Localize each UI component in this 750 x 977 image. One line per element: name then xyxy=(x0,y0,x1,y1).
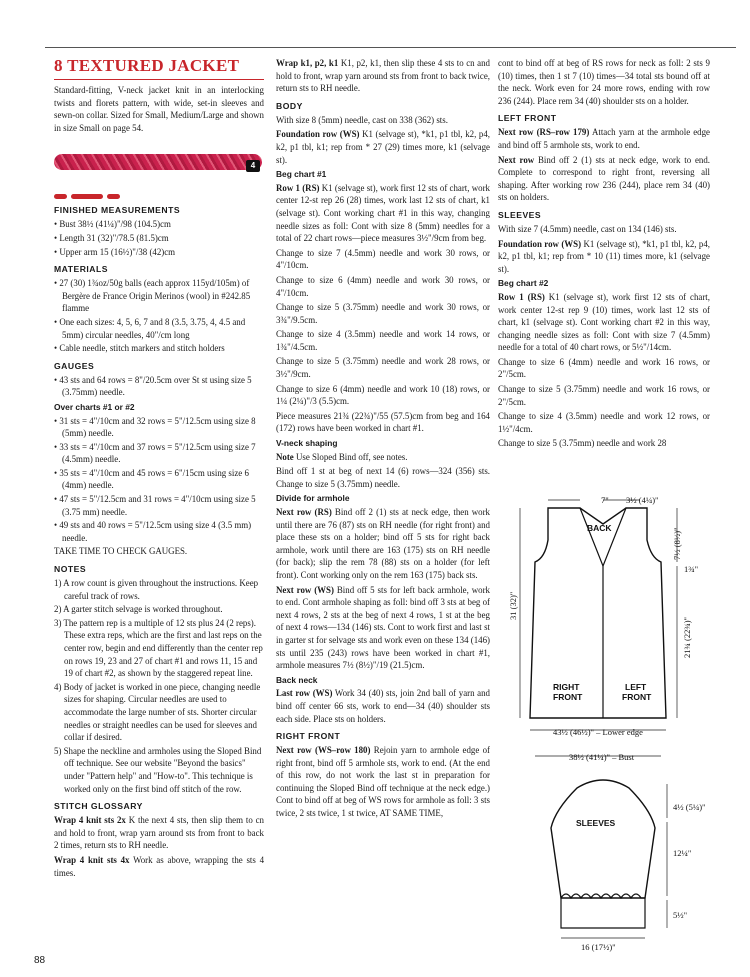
beg-chart2-heading: Beg chart #2 xyxy=(498,278,549,289)
instruction: Change to size 6 (4mm) needle and work 30 rows, or 4"/10cm. xyxy=(276,274,490,298)
list-item: • 47 sts = 5"/12.5cm and 31 rows = 4"/10cm using size 5 (3.75 mm) needle. xyxy=(54,494,256,517)
sleeve-length-measure: 12¼" xyxy=(673,848,692,858)
instruction: Change to size 5 (3.75mm) needle and work 30 rows, or 3¾"/9.5cm. xyxy=(276,302,490,325)
sleeve-cuff xyxy=(561,894,645,928)
instruction: Change to size 5 (3.75mm) needle and work 28 xyxy=(498,438,667,449)
instruction xyxy=(276,451,490,464)
materials-heading: MATERIALS xyxy=(54,264,108,275)
upper-measure: 1¾" xyxy=(684,564,699,574)
sleeve-width-measure: 16 (17½)" xyxy=(581,942,616,952)
instruction xyxy=(276,128,490,166)
top-right-measure: 3½ (4¼)" xyxy=(626,495,659,505)
instruction xyxy=(276,744,490,820)
glossary-definition: K the next 4 sts, then slip them to cn and hold to front, wrap yarn around sts from front to back 2 times, return sts to RH needle. xyxy=(54,815,264,851)
backneck-heading: Back neck xyxy=(276,674,318,685)
instruction: With size 8 (5mm) needle, cast on 338 (362) sts. xyxy=(276,114,448,125)
glossary-definition: Work as above, wrapping the sts 4 times. xyxy=(54,854,265,878)
list-item: • 31 sts = 4"/10cm and 32 rows = 5"/12.5cm using size 8 (5mm) needle. xyxy=(54,415,256,439)
glossary-heading: STITCH GLOSSARY xyxy=(54,801,143,812)
right-front-label-1: RIGHT xyxy=(553,682,580,692)
left-front-heading: LEFT FRONT xyxy=(498,113,557,124)
row-label: Last row (WS) xyxy=(276,688,333,699)
sleeve-outline xyxy=(551,780,655,898)
instruction xyxy=(498,154,710,204)
row-text: Use Sloped Bind off, see notes. xyxy=(293,451,408,462)
row-label: Row 1 (RS) xyxy=(498,291,545,302)
row-label: Foundation row (WS) xyxy=(498,238,582,249)
intro-text: Standard-fitting, V-neck jacket knit in an interlocking twists and florets pattern, with wide, set-in sleeves and sewn-on collar. Sized for Small, Medium/Large and shown in size Small on page 54. xyxy=(54,85,264,133)
row-label: Next row xyxy=(498,154,535,165)
materials-list xyxy=(54,277,264,355)
row-label: Next row (WS) xyxy=(276,584,334,595)
glossary-item xyxy=(54,814,264,852)
instruction xyxy=(276,506,490,582)
row-text: Rejoin yarn to armhole edge of right front, bind off 5 armhole sts, work to end. (At the end of this row, do not work the last st in preparation for continuing the Sloped Bind off technique at the neck edge.) Cont to bind off at beg of WS rows for armhole as foll: 3 sts twice, 2 sts twice, 1 st twice, AT SAME TIME, xyxy=(276,745,491,819)
lower-edge-measure: 43½ (46½)" – Lower edge xyxy=(553,727,643,737)
glossary-definition: K1, p2, k1, then slip these 4 sts to cn and hold to front, wrap yarn around sts from front to back twice, return sts to RH needle. xyxy=(276,58,490,94)
gauges-list xyxy=(54,374,264,399)
row-text: K1 (selvage st), *k1, p1 tbl, k2, p4, k2, p1 tbl, k1; rep from * 27 (29) times more, k1 (selvage st). xyxy=(276,129,490,165)
armhole-measure: 7½ (8½)" xyxy=(672,527,682,560)
row-text: Work 34 (40) sts, join 2nd ball of yarn and bind off center 66 sts, work to end—34 (40) shoulder sts each side. Place sts on holders. xyxy=(276,688,490,724)
left-front-label-1: LEFT xyxy=(625,682,647,692)
yarn-strand xyxy=(54,154,262,170)
skill-level-bar xyxy=(54,194,264,199)
row-text: Bind off 2 (1) sts at neck edge, work to end. Complete to correspond to right front, reversing all shaping. After working row 236 (244), place rem 34 (40) sts on holders. xyxy=(498,154,710,203)
instruction xyxy=(498,238,710,276)
side-length-measure: 21¾ (22¾)" xyxy=(682,616,692,658)
right-front-label-2: FRONT xyxy=(553,692,583,702)
list-item: • Upper arm 15 (16½)"/38 (42)cm xyxy=(54,246,176,257)
pattern-name: TEXTURED JACKET xyxy=(67,56,240,75)
list-item: • 43 sts and 64 rows = 8"/20.5cm over St st using size 5 (3.75mm) needle. xyxy=(54,374,252,398)
glossary-term: Wrap 4 knit sts 4x xyxy=(54,854,130,865)
top-left-measure: 7" xyxy=(601,495,609,505)
instruction xyxy=(276,687,490,725)
list-item: • 27 (30) 1¾oz/50g balls (each approx 115yd/105m) of Bergère de France Origin Merinos (wool) in #242.85 flamme xyxy=(54,278,251,314)
take-time-text: TAKE TIME TO CHECK GAUGES. xyxy=(54,546,188,557)
gauges-heading: GAUGES xyxy=(54,360,95,371)
instruction: Bind off 1 st at beg of next 14 (6) rows—324 (356) sts. Change to size 5 (3.75mm) needle. xyxy=(276,466,490,489)
over-charts-heading: Over charts #1 or #2 xyxy=(54,401,135,412)
notes-heading: NOTES xyxy=(54,564,87,575)
cuff-measure: 5½" xyxy=(673,910,688,920)
instruction: Piece measures 21¾ (22¾)"/55 (57.5)cm from beg and 164 (172) rows have been worked in chart #1. xyxy=(276,410,490,434)
instruction: Change to size 7 (4.5mm) needle and work 30 rows, or 4"/10cm. xyxy=(276,247,490,271)
list-item: • Cable needle, stitch markers and stitch holders xyxy=(54,343,225,354)
list-item: • 33 sts = 4"/10cm and 37 rows = 5"/12.5cm using size 7 (4.5mm) needle. xyxy=(54,441,256,465)
instruction: Change to size 4 (3.5mm) needle and work 14 rows, or 1¾"/4.5cm. xyxy=(276,329,490,352)
note-item: 2) A garter stitch selvage is worked throughout. xyxy=(54,604,223,615)
list-item: • Length 31 (32)"/78.5 (81.5)cm xyxy=(54,232,169,243)
column-1 xyxy=(54,57,264,881)
vneck-heading: V-neck shaping xyxy=(276,438,338,449)
glossary-item xyxy=(276,57,490,95)
note-item: 4) Body of jacket is worked in one piece, changing needle sizes for shaping. Circular needles are used to accommodate the large number of sts. Shorter circular needles or straight needles can be used for sleeves and collar if desired. xyxy=(54,681,261,743)
list-item: • Bust 38½ (41¼)"/98 (104.5)cm xyxy=(54,219,171,230)
row-label: Next row (RS) xyxy=(276,507,332,517)
finished-heading: FINISHED MEASUREMENTS xyxy=(54,205,181,216)
note-item: 1) A row count is given throughout the instructions. Keep careful track of rows. xyxy=(54,578,259,601)
pattern-title xyxy=(54,57,264,75)
instruction: Change to size 5 (3.75mm) needle and work 28 rows, or 3½"/9cm. xyxy=(276,356,490,380)
row-label: Note xyxy=(276,451,294,462)
note-item: 3) The pattern rep is a multiple of 12 sts plus 24 (2 reps). These extra reps, which are the first and last reps on the center row, begin and end differently than the center rep on rows 19, 23 and 27 of chart #1 and rows 11, 15 and 19 of chart #2, as shown by the staggered repeat line. xyxy=(54,617,263,679)
glossary-term: Wrap k1, p2, k1 xyxy=(276,58,339,68)
instruction: Change to size 6 (4mm) needle and work 10 (18) rows, or 1¼ (2¼)"/3 (5.5)cm. xyxy=(276,383,490,407)
note-item: 5) Shape the neckline and armholes using the Sloped Bind off technique. See our website "Beyond the basics" under "Pattern help" and "How-to". This technique is worked only on the first bind off stitch of the row. xyxy=(54,745,262,794)
row-text: K1 (selvage st), work first 12 sts of chart, work center 12-st rep 9 (10) times, work last 12 sts of chart, k1 (selvage st). Cont working chart #2 in this way, changing needle sizes as foll: Cont with size 7 (4.5mm) needle for a total of 40 chart rows, or 5½"/14cm. xyxy=(498,291,710,353)
instruction: With size 7 (4.5mm) needle, cast on 134 (146) sts. xyxy=(498,223,677,234)
schematic-diagram xyxy=(505,488,715,958)
instruction xyxy=(276,584,490,672)
column-2 xyxy=(276,57,490,822)
left-front-label-2: FRONT xyxy=(622,692,652,702)
sleeves-label: SLEEVES xyxy=(576,818,616,828)
glossary-term: Wrap 4 knit sts 2x xyxy=(54,815,126,826)
bust-measure: 38½ (41¼)" – Bust xyxy=(569,752,635,762)
beg-chart1-heading: Beg chart #1 xyxy=(276,169,327,180)
instruction xyxy=(276,182,490,245)
right-front-heading: RIGHT FRONT xyxy=(276,731,341,742)
back-label: BACK xyxy=(587,523,612,533)
instruction: Change to size 5 (3.75mm) needle and work 16 rows, or 2"/5cm. xyxy=(498,384,710,407)
instruction xyxy=(498,291,710,354)
list-item: • 49 sts and 40 rows = 5"/12.5cm using size 4 (3.5 mm) needle. xyxy=(54,520,252,543)
pattern-number: 8 xyxy=(54,56,63,75)
top-rule xyxy=(45,47,736,48)
row-text: Attach yarn at the armhole edge and bind off 5 armhole sts, work to end. xyxy=(498,127,710,150)
glossary-item xyxy=(54,854,264,879)
row-text: K1 (selvage st), *k1, p1 tbl, k2, p4, k2, p1 tbl, k1; rep from * 10 (11) times more, k1 (selvage st). xyxy=(498,238,710,274)
v-neck-line xyxy=(580,508,626,566)
row-label: Next row (WS–row 180) xyxy=(276,745,371,756)
length-measure: 31 (32)" xyxy=(508,591,518,620)
yarn-weight-badge: 4 xyxy=(246,160,260,172)
row-label: Row 1 (RS) xyxy=(276,182,320,193)
column-3 xyxy=(498,57,710,452)
row-label: Foundation row (WS) xyxy=(276,129,360,140)
list-item: • 35 sts = 4"/10cm and 45 rows = 6"/15cm using size 6 (4mm) needle. xyxy=(54,467,249,491)
instruction xyxy=(498,126,710,151)
page-number: 88 xyxy=(34,955,46,966)
body-heading: BODY xyxy=(276,100,303,111)
row-text: Bind off 5 sts for left back armhole, work to end. Cont armhole shaping as foll: bind off 3 sts at beg of next 4 rows, 2 sts at the beg of next 4 rows, 1 st at the beg of next 4 rows—134 (146) sts. Cont to work first and last st in garter st for selvage sts and work even on these 134 (146) sts until 235 (243) rows have been worked in chart #1, armhole measures 7½ (8½)"/19 (21.5)cm. xyxy=(276,584,490,671)
instruction: Change to size 4 (3.5mm) needle and work 12 rows, or 1½"/4cm. xyxy=(498,411,710,434)
row-text: K1 (selvage st), work first 12 sts of chart, work center 12-st rep 26 (28) times, work last 12 sts of chart, k1 (selvage st). Cont working chart #1 in this way, changing needle sizes as foll: Cont with size 8 (5mm) needles for a total of 22 chart rows—piece measures 3½"/9cm from beg. xyxy=(276,182,490,244)
sleeves-heading: SLEEVES xyxy=(498,209,542,220)
divide-heading: Divide for armhole xyxy=(276,493,350,504)
sleeve-cap-measure: 4½ (5¼)" xyxy=(673,802,706,812)
row-label: Next row (RS–row 179) xyxy=(498,127,590,138)
notes-list xyxy=(54,577,264,795)
finished-list xyxy=(54,218,264,258)
row-text: Bind off 2 (1) sts at neck edge, then work until there are 76 (87) sts on RH needle (for right front) and place these sts on a holder; bind off 5 sts for right back armhole, work until there are 163 (175) sts on RH needle (for back); slip the rem 78 (88) sts on a holder (for left front). Cont working only on the rem 163 (175) back sts. xyxy=(276,507,490,580)
title-rule xyxy=(54,79,264,80)
instruction: cont to bind off at beg of RS rows for neck as foll: 2 sts 9 (10) times, then 1 st 7 (10) times—34 total sts bound off at the neck. Work even for 24 more rows, ending with row 236 (244). Place rem 34 (40) shoulder sts on a holder. xyxy=(498,58,710,106)
list-item: • One each sizes: 4, 5, 6, 7 and 8 (3.5, 3.75, 4, 4.5 and 5mm) circular needles, 40"/cm long xyxy=(54,316,246,340)
yarn-swatch-image xyxy=(54,142,262,180)
gauges-charts-list xyxy=(54,415,264,545)
instruction: Change to size 6 (4mm) needle and work 16 rows, or 2"/5cm. xyxy=(498,356,710,380)
